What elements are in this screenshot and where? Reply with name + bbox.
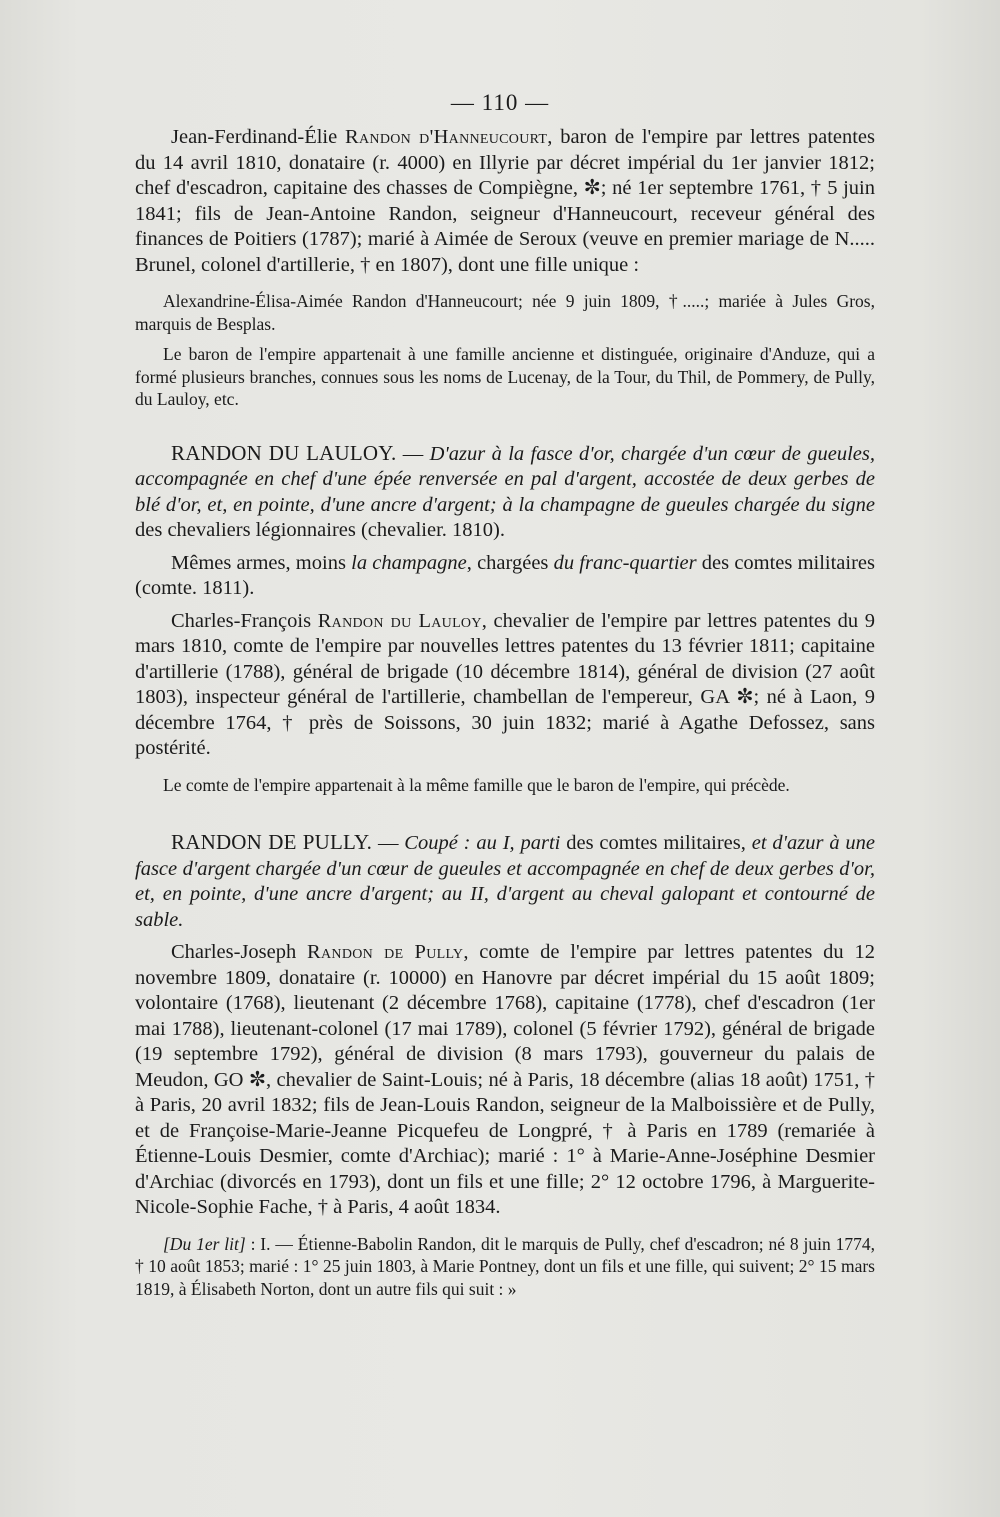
blason-text: D'azur à la fasce d'or, chargée d'un cœur de gueules, accompagnée en chef d'une épée renversée en pal d'argent, accostée de deux gerbes de blé d'or, et, en pointe, d'une ancre d'argent; à la champagne de gueules chargée du signe xyxy=(135,442,875,516)
daughter-entry: Alexandrine-Élisa-Aimée Randon d'Hanneucourt; née 9 juin 1809, †.....; mariée à Jules Gros, marquis de Besplas. xyxy=(135,291,875,334)
descendants-note xyxy=(135,1233,875,1301)
entry-text: , comte de l'empire par lettres patentes du 12 novembre 1809, donataire (r. 10000) en Hanovre par décret impérial du 15 août 1809; volontaire (1768), lieutenant (2 décembre 1768), capitaine (1778), chef d'escadron (1er mai 1788), lieutenant-colonel (17 mai 1789), colonel (5 février 1792), général de brigade (19 septembre 1792), général de division (8 mars 1793), gouverneur du palais de Meudon, GO ✼, chevalier de Saint-Louis; né à Paris, 18 décembre (alias 18 août) 1751, † à Paris, 20 avril 1832; fils de Jean-Louis Randon, seigneur de la Malboissière et de Pully, et de Françoise-Marie-Jeanne Picquefeu de Longpré, † à Paris en 1789 (remariée à Étienne-Louis Desmier, comte d'Archiac); marié : 1° à Marie-Anne-Joséphine Desmier d'Archiac (divorcés en 1793), dont un fils et une fille; 2° 12 octobre 1796, à Marguerite-Nicole-Sophie Fache, † à Paris, 4 août 1834. xyxy=(135,941,875,1218)
blason-text: Coupé : au I, parti xyxy=(404,832,561,854)
armes-text: , chargées xyxy=(466,551,554,574)
section-heading: RANDON DU LAULOY. xyxy=(171,440,397,465)
heading-dash: — xyxy=(396,442,430,465)
armes-italic: du franc-quartier xyxy=(553,551,697,574)
page-content xyxy=(135,125,875,1300)
lauloy-blason xyxy=(135,441,875,544)
person-given-names: Jean-Ferdinand-Élie xyxy=(171,126,346,148)
person-surname: Randon de Pully xyxy=(307,941,464,963)
blason-text-plain: des comtes militaires, xyxy=(560,832,752,854)
entry-randon-du-lauloy xyxy=(135,609,875,762)
heading-dash: — xyxy=(372,832,405,854)
entry-text: , chevalier de l'empire par lettres patentes du 9 mars 1810, comte de l'empire par nouvelles lettres patentes du 13 février 1811; capitaine d'artillerie (1788), général de brigade (10 décembre 1814), général de division (27 août 1803), inspecteur général de l'artillerie, chambellan de l'empereur, GA ✼; né à Laon, 9 décembre 1764, † près de Soissons, 30 juin 1832; marié à Agathe Defossez, sans postérité. xyxy=(135,609,876,759)
section-randon-de-pully xyxy=(135,830,875,1300)
armes-text: Mêmes armes, moins xyxy=(171,551,352,574)
page-number: — 110 — xyxy=(450,90,550,115)
armes-italic: la champagne xyxy=(351,551,467,574)
entry-randon-hanneucourt xyxy=(135,125,875,278)
note-label: [Du 1er lit] xyxy=(163,1233,246,1254)
entry-text: , baron de l'empire par lettres patentes du 14 avril 1810, donataire (r. 4000) en Illyrie par décret impérial du 1er janvier 1812; chef d'escadron, capitaine des chasses de Compiègne, ✼; né 1er septembre 1761, † 5 juin 1841; fils de Jean-Antoine Randon, seigneur d'Hanneucourt, receveur général des finances de Poitiers (1787); marié à Aimée de Seroux (veuve en premier mariage de N..... Brunel, colonel d'artillerie, † en 1807), dont une fille unique : xyxy=(135,126,876,276)
person-given-names: Charles-François xyxy=(171,609,318,632)
entry-randon-de-pully xyxy=(135,940,875,1221)
blason-tail: des chevaliers légionnaires (chevalier. 1810). xyxy=(135,519,505,541)
person-surname: Randon d'Hanneucourt xyxy=(345,126,548,148)
armes-text: des comtes militaires (comte. 1811). xyxy=(135,551,876,599)
person-surname: Randon du Lauloy xyxy=(317,609,482,632)
note-text: : I. — Étienne-Babolin Randon, dit le marquis de Pully, chef d'escadron; né 8 juin 1774, † 10 août 1853; marié : 1° 25 juin 1803, à Marie Pontney, dont un fils et une fille, qui suivent; 2° 15 mars 1819, à Élisabeth Norton, dont un autre fils qui suit : » xyxy=(135,1233,875,1299)
pully-blason xyxy=(135,830,875,933)
section-heading: RANDON DE PULLY. xyxy=(171,830,373,854)
section-randon-du-lauloy xyxy=(135,441,875,797)
family-note: Le comte de l'empire appartenait à la même famille que le baron de l'empire, qui précède. xyxy=(163,774,790,795)
family-note: Le baron de l'empire appartenait à une famille ancienne et distinguée, originaire d'Anduze, qui a formé plusieurs branches, connues sous les noms de Lucenay, de la Tour, du Thil, de Pommery, de Pully, du Lauloy, etc. xyxy=(135,344,875,409)
lauloy-armes xyxy=(135,551,875,602)
blason-text: et d'azur à une fasce d'argent chargée d'un cœur de gueules et accompagnée en chef de deux gerbes d'or, et, en pointe, d'une ancre d'argent; au II, d'argent au cheval galopant et contourné de sable. xyxy=(135,832,876,931)
person-given-names: Charles-Joseph xyxy=(171,941,308,963)
